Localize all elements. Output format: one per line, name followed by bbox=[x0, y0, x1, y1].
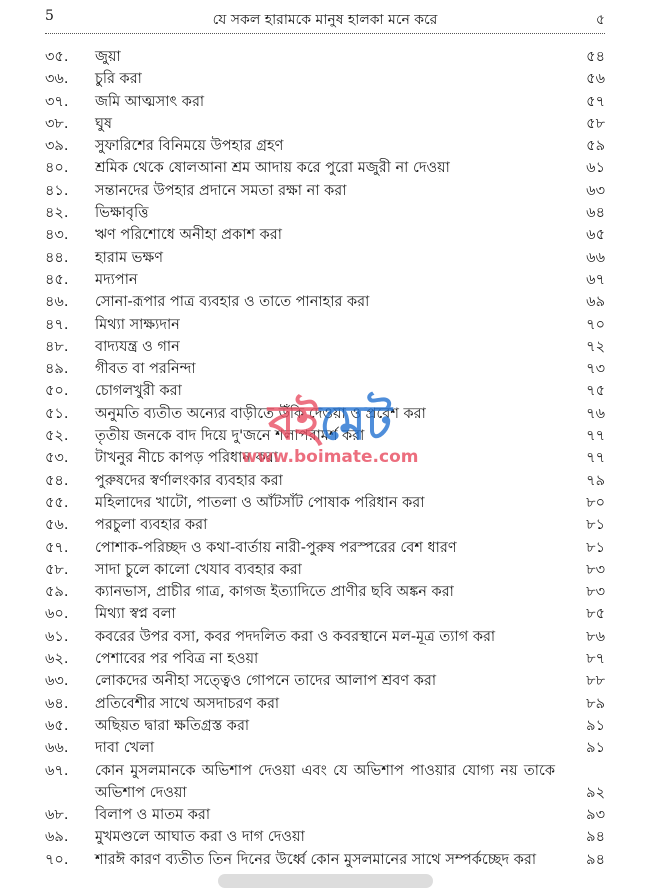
entry-title: পরচুলা ব্যবহার করা bbox=[95, 517, 208, 534]
entry-number: ৬০. bbox=[45, 606, 69, 623]
watermark-url: www.boimate.com bbox=[241, 447, 419, 467]
entry-page: ৮৩ bbox=[586, 561, 605, 578]
toc-entry bbox=[45, 113, 605, 135]
entry-page: ৬১ bbox=[586, 160, 605, 177]
entry-title: ঋণ পরিশোধে অনীহা প্রকাশ করা bbox=[95, 227, 282, 244]
toc-entry bbox=[45, 403, 605, 425]
running-title: যে সকল হারামকে মানুষ হালকা মনে করে bbox=[212, 12, 438, 28]
entry-number: ৪৭. bbox=[45, 316, 69, 333]
entry-page: ৮৮ bbox=[586, 673, 605, 690]
entry-title: টাখনুর নীচে কাপড় পরিধান করা bbox=[95, 450, 278, 467]
page-number-latin: 5 bbox=[45, 8, 54, 24]
entry-page: ৮৫ bbox=[586, 606, 605, 623]
entry-title: পুরুষদের স্বর্ণালংকার ব্যবহার করা bbox=[95, 472, 283, 489]
entry-page: ৬৩ bbox=[586, 182, 605, 199]
entry-title: প্রতিবেশীর সাথে অসদাচরণ করা bbox=[95, 695, 280, 712]
entry-title: জুয়া bbox=[95, 49, 121, 65]
entry-page: ৬৫ bbox=[586, 227, 605, 244]
entry-title: মিথ্যা স্বপ্ন বলা bbox=[95, 606, 176, 623]
toc-entry bbox=[45, 358, 605, 380]
table-of-contents bbox=[45, 46, 605, 871]
entry-title: সুফারিশের বিনিময়ে উপহার গ্রহণ bbox=[95, 138, 284, 155]
entry-page: ৭৫ bbox=[586, 383, 605, 400]
entry-number: ৩৫. bbox=[45, 49, 69, 65]
toc-entry bbox=[45, 537, 605, 559]
entry-page: ৮৬ bbox=[586, 628, 605, 645]
entry-page: ৭৬ bbox=[586, 405, 605, 422]
entry-title: মিথ্যা সাক্ষ্যদান bbox=[95, 316, 180, 333]
entry-number: ৪৯. bbox=[45, 361, 69, 378]
entry-number: ৭০. bbox=[45, 851, 69, 868]
entry-title: মুখমণ্ডলে আঘাত করা ও দাগ দেওয়া bbox=[95, 829, 305, 846]
toc-entry bbox=[45, 46, 605, 68]
entry-title: লোকদের অনীহা সত্ত্বেও গোপনে তাদের আলাপ শ্রবণ করা bbox=[95, 673, 437, 690]
entry-number: ৩৬. bbox=[45, 71, 69, 88]
entry-number: ৫৮. bbox=[45, 561, 69, 578]
entry-page: ৭৩ bbox=[586, 361, 605, 378]
entry-title: বিলাপ ও মাতম করা bbox=[95, 807, 211, 824]
entry-page: ৭৭ bbox=[586, 450, 605, 467]
entry-page: ৭২ bbox=[586, 338, 605, 355]
entry-title: অছিয়ত দ্বারা ক্ষতিগ্রস্ত করা bbox=[95, 717, 250, 734]
entry-title: শ্রমিক থেকে ষোলআনা শ্রম আদায় করে পুরো মজুরী না দেওয়া bbox=[95, 160, 450, 177]
entry-title: ক্যানভাস, প্রাচীর গাত্র, কাগজ ইত্যাদিতে প্রাণীর ছবি অঙ্কন করা bbox=[95, 584, 454, 601]
entry-number: ৬৪. bbox=[45, 695, 69, 712]
entry-title: গীবত বা পরনিন্দা bbox=[95, 361, 196, 378]
entry-title: সোনা-রূপার পাত্র ব্যবহার ও তাতে পানাহার করা bbox=[95, 294, 370, 311]
entry-number: ৩৭. bbox=[45, 93, 69, 110]
entry-page: ৭০ bbox=[586, 316, 605, 333]
entry-title: সন্তানদের উপহার প্রদানে সমতা রক্ষা না করা bbox=[95, 182, 347, 199]
entry-number: ৫৫. bbox=[45, 494, 69, 511]
entry-page: ৫৭ bbox=[586, 93, 605, 110]
toc-entry bbox=[45, 581, 605, 603]
entry-title: সাদা চুলে কালো খেযাব ব্যবহার করা bbox=[95, 561, 302, 578]
entry-page: ৮৭ bbox=[586, 651, 605, 668]
entry-title: তৃতীয় জনকে বাদ দিয়ে দু'জনে শলাপরামর্শ করা bbox=[95, 428, 365, 445]
entry-number: ৬৮. bbox=[45, 807, 69, 824]
entry-title: ভিক্ষাবৃত্তি bbox=[95, 205, 149, 222]
entry-number: ৫১. bbox=[45, 405, 69, 422]
toc-entry bbox=[45, 180, 605, 202]
page-number-bengali: ৫ bbox=[595, 12, 605, 28]
entry-title: চুরি করা bbox=[95, 71, 142, 88]
toc-entry bbox=[45, 492, 605, 514]
entry-number: ৫২. bbox=[45, 428, 69, 445]
entry-page: ৮৩ bbox=[586, 584, 605, 601]
entry-number: ৫৬. bbox=[45, 517, 69, 534]
entry-title: পেশাবের পর পবিত্র না হওয়া bbox=[95, 651, 259, 668]
entry-number: ৪৮. bbox=[45, 338, 69, 355]
entry-page: ৯১ bbox=[586, 717, 605, 734]
entry-page: ৬৬ bbox=[586, 249, 605, 266]
entry-number: ৪৪. bbox=[45, 249, 69, 266]
entry-page: ৭৯ bbox=[586, 472, 605, 489]
entry-number: ৬৯. bbox=[45, 829, 69, 846]
entry-page: ৯৩ bbox=[586, 807, 605, 824]
toc-entry bbox=[45, 760, 605, 805]
entry-page: ৮১ bbox=[586, 539, 605, 556]
entry-title: হারাম ভক্ষণ bbox=[95, 249, 163, 266]
entry-number: ৫৭. bbox=[45, 539, 69, 556]
running-header bbox=[45, 6, 605, 28]
toc-entry bbox=[45, 447, 605, 469]
toc-entry bbox=[45, 648, 605, 670]
toc-entry bbox=[45, 202, 605, 224]
entry-title: কোন মুসলমানকে অভিশাপ দেওয়া এবং যে অভিশাপ পাওয়ার যোগ্য নয় তাকে অভিশাপ দেওয়া bbox=[95, 762, 555, 801]
toc-entry bbox=[45, 715, 605, 737]
entry-number: ৬৩. bbox=[45, 673, 69, 690]
entry-number: ৬৭. bbox=[45, 762, 69, 779]
entry-title: চোগলখুরী করা bbox=[95, 383, 182, 400]
entry-title: ঘুষ bbox=[95, 115, 112, 132]
toc-entry bbox=[45, 559, 605, 581]
toc-entry bbox=[45, 68, 605, 90]
entry-page: ৫৮ bbox=[586, 115, 605, 132]
toc-entry bbox=[45, 826, 605, 848]
toc-entry bbox=[45, 804, 605, 826]
toc-entry bbox=[45, 693, 605, 715]
toc-entry bbox=[45, 514, 605, 536]
toc-entry bbox=[45, 425, 605, 447]
entry-title: মহিলাদের খাটো, পাতলা ও আঁটসাঁট পোষাক পরিধান করা bbox=[95, 494, 425, 511]
bottom-bar bbox=[218, 874, 433, 888]
watermark-logo: বইমেট bbox=[268, 395, 392, 451]
entry-number: ৪২. bbox=[45, 205, 69, 222]
dotted-divider bbox=[45, 33, 605, 34]
entry-number: ৫৩. bbox=[45, 450, 69, 467]
toc-entry bbox=[45, 380, 605, 402]
toc-entry bbox=[45, 314, 605, 336]
toc-entry bbox=[45, 626, 605, 648]
entry-number: ৬৬. bbox=[45, 740, 69, 757]
entry-number: ৬৫. bbox=[45, 717, 69, 734]
toc-entry bbox=[45, 247, 605, 269]
entry-page: ৮৯ bbox=[586, 695, 605, 712]
entry-number: ৪৫. bbox=[45, 271, 69, 288]
entry-number: ৪৩. bbox=[45, 227, 69, 244]
entry-page: ৯১ bbox=[586, 740, 605, 757]
entry-page: ৭৭ bbox=[586, 428, 605, 445]
entry-number: ৩৮. bbox=[45, 115, 69, 132]
toc-entry bbox=[45, 224, 605, 246]
entry-number: ৪১. bbox=[45, 182, 69, 199]
entry-title: শারঈ কারণ ব্যতীত তিন দিনের উর্ধ্বে কোন মুসলমানের সাথে সম্পর্কচ্ছেদ করা bbox=[95, 851, 537, 868]
entry-page: ৮১ bbox=[586, 517, 605, 534]
entry-page: ৫৪ bbox=[586, 49, 605, 65]
toc-entry bbox=[45, 670, 605, 692]
entry-title: অনুমতি ব্যতীত অন্যের বাড়ীতে উঁকি দেওয়া ও প্রবেশ করা bbox=[95, 405, 426, 422]
entry-number: ৪৬. bbox=[45, 294, 69, 311]
toc-entry bbox=[45, 291, 605, 313]
entry-number: ৬১. bbox=[45, 628, 69, 645]
toc-entry bbox=[45, 269, 605, 291]
toc-entry bbox=[45, 737, 605, 759]
entry-title: কবরের উপর বসা, কবর পদদলিত করা ও কবরস্থানে মল-মূত্র ত্যাগ করা bbox=[95, 628, 496, 645]
entry-page: ৬৭ bbox=[586, 271, 605, 288]
toc-entry bbox=[45, 336, 605, 358]
entry-number: ৩৯. bbox=[45, 138, 69, 155]
toc-entry bbox=[45, 849, 605, 871]
entry-page: ৯২ bbox=[586, 784, 605, 801]
entry-page: ৮০ bbox=[586, 494, 605, 511]
entry-number: ৫০. bbox=[45, 383, 69, 400]
entry-title: বাদ্যযন্ত্র ও গান bbox=[95, 338, 180, 355]
toc-entry bbox=[45, 157, 605, 179]
entry-page: ৫৯ bbox=[586, 138, 605, 155]
entry-title: পোশাক-পরিচ্ছদ ও কথা-বার্তায় নারী-পুরুষ পরস্পরের বেশ ধারণ bbox=[95, 539, 457, 556]
entry-number: ৪০. bbox=[45, 160, 69, 177]
entry-page: ৬৯ bbox=[586, 294, 605, 311]
toc-entry bbox=[45, 91, 605, 113]
entry-number: ৬২. bbox=[45, 651, 69, 668]
toc-entry bbox=[45, 135, 605, 157]
entry-page: ৯৪ bbox=[586, 851, 605, 868]
entry-number: ৫৪. bbox=[45, 472, 69, 489]
entry-title: দাবা খেলা bbox=[95, 740, 155, 757]
toc-entry bbox=[45, 603, 605, 625]
entry-title: জমি আত্মসাৎ করা bbox=[95, 93, 205, 110]
toc-entry bbox=[45, 470, 605, 492]
entry-page: ৯৪ bbox=[586, 829, 605, 846]
entry-title: মদ্যপান bbox=[95, 271, 138, 288]
entry-page: ৫৬ bbox=[586, 71, 605, 88]
entry-page: ৬৪ bbox=[586, 205, 605, 222]
entry-number: ৫৯. bbox=[45, 584, 69, 601]
